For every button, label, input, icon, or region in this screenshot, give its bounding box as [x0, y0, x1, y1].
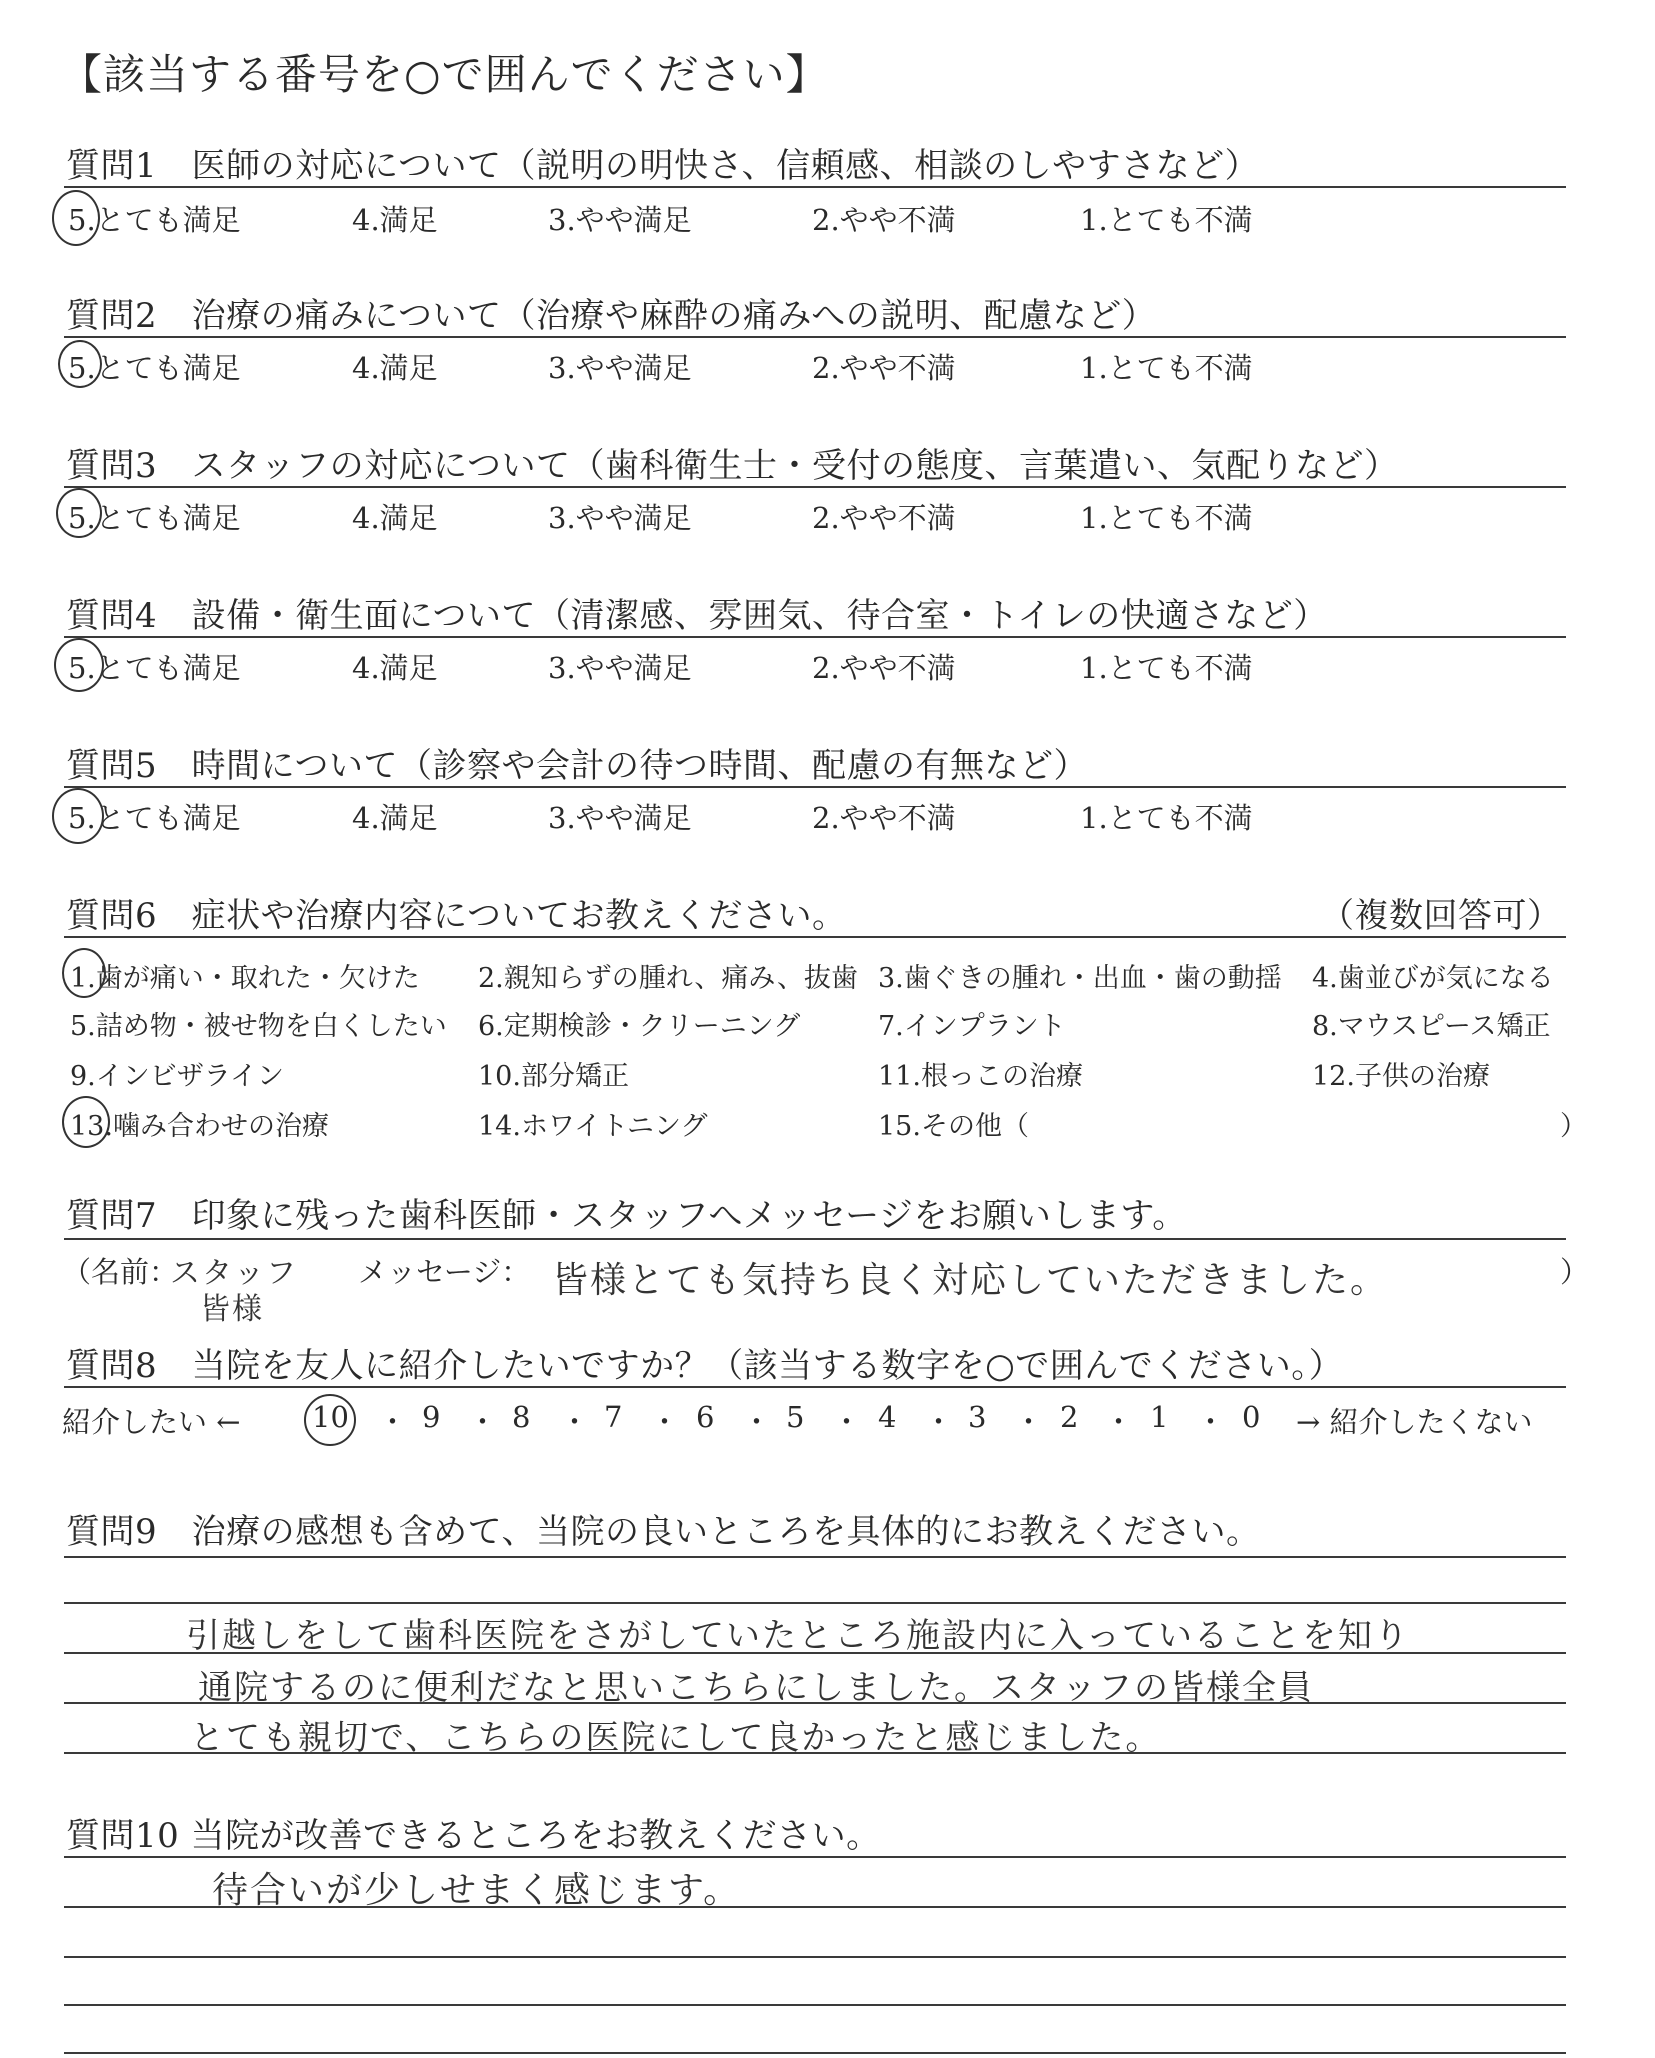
q6-option[interactable]: 9.インビザライン	[70, 1061, 284, 1092]
question-3: 質問3 スタッフの対応について（歯科衛生士・受付の態度、言葉遣い、気配りなど）	[66, 446, 1399, 486]
scale-separator: ・	[1014, 1405, 1044, 1439]
selection-circle-mark	[54, 638, 104, 692]
scale-separator: ・	[1196, 1405, 1226, 1439]
scale-value[interactable]: 5	[786, 1400, 805, 1434]
handwritten-answer-line[interactable]: 通院するのに便利だなと思いこちらにしました。スタッフの皆様全員	[198, 1668, 1314, 1708]
answer-line	[64, 1956, 1566, 1958]
q6-option[interactable]: 11.根っこの治療	[878, 1061, 1083, 1092]
question-10: 質問10 当院が改善できるところをお教えください。	[66, 1816, 881, 1856]
handwritten-answer-line[interactable]: 引越しをして歯科医院をさがしていたところ施設内に入っていることを知り	[186, 1616, 1410, 1656]
multiple-answers-note: （複数回答可）	[1320, 896, 1562, 936]
answer-line	[64, 1602, 1566, 1604]
scale-value[interactable]: 9	[422, 1400, 441, 1434]
selection-circle-mark	[58, 340, 102, 388]
name-value-line-2[interactable]: 皆様	[200, 1292, 264, 1327]
q5-option-4[interactable]: 4.満足	[352, 801, 438, 835]
q6-option[interactable]: 8.マウスピース矯正	[1312, 1011, 1551, 1042]
selection-circle-mark	[304, 1394, 356, 1446]
divider	[64, 486, 1566, 488]
q6-option[interactable]: 6.定期検診・クリーニング	[478, 1011, 801, 1042]
scale-separator: ・	[1104, 1405, 1134, 1439]
name-label: （名前：	[62, 1255, 179, 1289]
name-value[interactable]: スタッフ	[170, 1256, 298, 1291]
question-7: 質問7 印象に残った歯科医師・スタッフへメッセージをお願いします。	[66, 1196, 1187, 1236]
answer-line	[64, 2004, 1566, 2006]
q4-option-5[interactable]: 5.とても満足	[68, 651, 241, 685]
q6-option[interactable]: 1.歯が痛い・取れた・欠けた	[70, 963, 420, 994]
scale-separator: ・	[378, 1405, 408, 1439]
selection-circle-mark	[56, 488, 102, 538]
selection-circle-mark	[52, 788, 104, 844]
q5-option-1[interactable]: 1.とても不満	[1080, 801, 1253, 835]
divider	[64, 1238, 1566, 1240]
scale-value[interactable]: 0	[1242, 1400, 1261, 1434]
divider	[64, 936, 1566, 938]
scale-value[interactable]: 1	[1150, 1400, 1169, 1434]
q1-option-2[interactable]: 2.やや不満	[812, 203, 956, 237]
q5-option-3[interactable]: 3.やや満足	[548, 801, 692, 835]
question-9: 質問9 治療の感想も含めて、当院の良いところを具体的にお教えください。	[66, 1512, 1261, 1552]
scale-value[interactable]: 2	[1060, 1400, 1079, 1434]
scale-separator: ・	[924, 1405, 954, 1439]
recommend-left-label: 紹介したい ←	[62, 1405, 241, 1439]
q2-option-4[interactable]: 4.満足	[352, 351, 438, 385]
answer-line	[64, 2052, 1566, 2054]
q3-option-5[interactable]: 5.とても満足	[68, 501, 241, 535]
divider	[64, 186, 1566, 188]
q2-option-3[interactable]: 3.やや満足	[548, 351, 692, 385]
divider	[64, 1556, 1566, 1558]
message-close-paren: ）	[1560, 1255, 1590, 1289]
scale-value[interactable]: 10	[312, 1400, 349, 1434]
q1-option-4[interactable]: 4.満足	[352, 203, 438, 237]
q1-option-3[interactable]: 3.やや満足	[548, 203, 692, 237]
q5-option-2[interactable]: 2.やや不満	[812, 801, 956, 835]
question-2: 質問2 治療の痛みについて（治療や麻酔の痛みへの説明、配慮など）	[66, 296, 1157, 336]
q5-option-5[interactable]: 5.とても満足	[68, 801, 241, 835]
scale-separator: ・	[832, 1405, 862, 1439]
q6-option-other[interactable]: 15.その他（	[878, 1111, 1029, 1142]
q2-option-1[interactable]: 1.とても不満	[1080, 351, 1253, 385]
handwritten-answer-line[interactable]: 待合いが少しせまく感じます。	[212, 1870, 742, 1911]
q6-option[interactable]: 7.インプラント	[878, 1011, 1066, 1042]
divider	[64, 1386, 1566, 1388]
handwritten-answer-line[interactable]: とても親切で、こちらの医院にして良かったと感じました。	[190, 1718, 1162, 1758]
page-title: 【該当する番号を○で囲んでください】	[60, 50, 829, 99]
recommend-right-label: → 紹介したくない	[1296, 1405, 1533, 1439]
divider	[64, 786, 1566, 788]
q6-option[interactable]: 12.子供の治療	[1312, 1061, 1490, 1092]
q3-option-1[interactable]: 1.とても不満	[1080, 501, 1253, 535]
scale-value[interactable]: 4	[878, 1400, 897, 1434]
scale-separator: ・	[742, 1405, 772, 1439]
q4-option-1[interactable]: 1.とても不満	[1080, 651, 1253, 685]
q6-option[interactable]: 3.歯ぐきの腫れ・出血・歯の動揺	[878, 963, 1282, 994]
scale-separator: ・	[650, 1405, 680, 1439]
scale-value[interactable]: 8	[512, 1400, 531, 1434]
q3-option-2[interactable]: 2.やや不満	[812, 501, 956, 535]
q4-option-2[interactable]: 2.やや不満	[812, 651, 956, 685]
q3-option-4[interactable]: 4.満足	[352, 501, 438, 535]
selection-circle-mark	[62, 948, 106, 998]
selection-circle-mark	[52, 190, 100, 246]
message-label: メッセージ：	[358, 1255, 531, 1289]
scale-value[interactable]: 7	[604, 1400, 623, 1434]
q6-option[interactable]: 13.噛み合わせの治療	[70, 1111, 329, 1142]
q2-option-5[interactable]: 5.とても満足	[68, 351, 241, 385]
divider	[64, 336, 1566, 338]
question-8: 質問8 当院を友人に紹介したいですか？（該当する数字を○で囲んでください。）	[66, 1346, 1344, 1386]
divider	[64, 1856, 1566, 1858]
divider	[64, 636, 1566, 638]
q3-option-3[interactable]: 3.やや満足	[548, 501, 692, 535]
selection-circle-mark	[62, 1096, 110, 1148]
scale-value[interactable]: 3	[968, 1400, 987, 1434]
q4-option-3[interactable]: 3.やや満足	[548, 651, 692, 685]
question-1: 質問1 医師の対応について（説明の明快さ、信頼感、相談のしやすさなど）	[66, 146, 1260, 186]
q2-option-2[interactable]: 2.やや不満	[812, 351, 956, 385]
q6-option[interactable]: 5.詰め物・被せ物を白くしたい	[70, 1011, 447, 1042]
question-4: 質問4 設備・衛生面について（清潔感、雰囲気、待合室・トイレの快適さなど）	[66, 596, 1328, 636]
message-value[interactable]: 皆様とても気持ち良く対応していただきました。	[552, 1260, 1389, 1301]
q6-option[interactable]: 4.歯並びが気になる	[1312, 963, 1554, 994]
q4-option-4[interactable]: 4.満足	[352, 651, 438, 685]
q6-option[interactable]: 14.ホワイトニング	[478, 1111, 708, 1142]
question-5: 質問5 時間について（診察や会計の待つ時間、配慮の有無など）	[66, 746, 1088, 786]
q6-option[interactable]: 10.部分矯正	[478, 1061, 629, 1092]
other-close-paren: ）	[1560, 1111, 1587, 1142]
q1-option-5[interactable]: 5.とても満足	[68, 203, 241, 237]
scale-separator: ・	[560, 1405, 590, 1439]
question-6: 質問6 症状や治療内容についてお教えください。	[66, 896, 847, 936]
q1-option-1[interactable]: 1.とても不満	[1080, 203, 1253, 237]
scale-separator: ・	[468, 1405, 498, 1439]
scale-value[interactable]: 6	[696, 1400, 715, 1434]
q6-option[interactable]: 2.親知らずの腫れ、痛み、抜歯	[478, 963, 859, 994]
